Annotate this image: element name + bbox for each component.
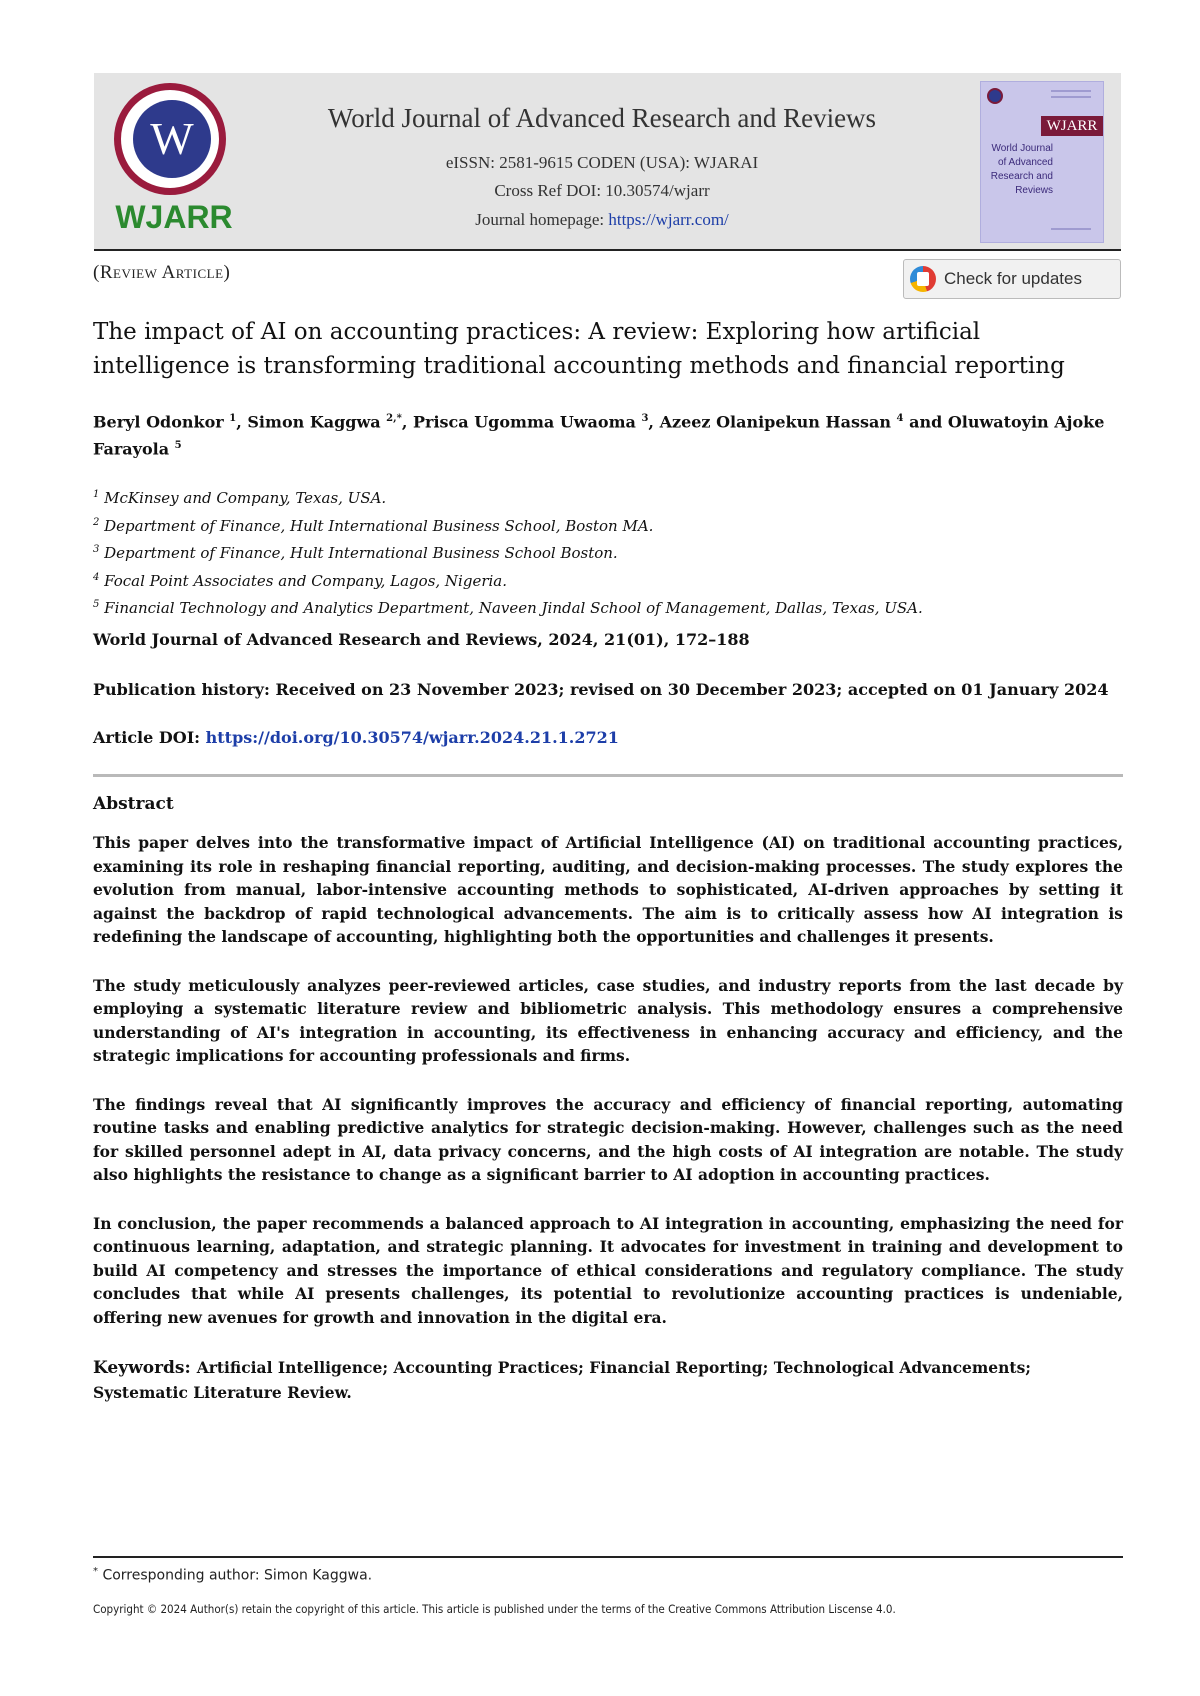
affiliation-text: Focal Point Associates and Company, Lagos, Nigeria. xyxy=(104,571,508,590)
doi-link[interactable]: https://doi.org/10.30574/wjarr.2024.21.1.2721 xyxy=(205,728,619,747)
keywords-label: Keywords: xyxy=(93,1358,197,1378)
affiliation-item xyxy=(93,511,1123,539)
journal-cover-thumbnail xyxy=(980,81,1104,243)
journal-crossref: Cross Ref DOI: 10.30574/wjarr xyxy=(494,181,710,200)
journal-logo xyxy=(112,83,236,239)
logo-text: WJARR xyxy=(115,199,233,235)
article-doi xyxy=(93,728,1123,747)
crossmark-icon xyxy=(910,266,936,292)
homepage-link[interactable]: https://wjarr.com/ xyxy=(608,210,729,229)
author-affiliation-mark: 3 xyxy=(641,413,649,424)
article-type: (Review Article) xyxy=(93,262,231,283)
affiliation-mark: 4 xyxy=(93,571,100,583)
author-affiliation-mark: 2,* xyxy=(386,413,402,424)
author-affiliation-mark: 4 xyxy=(896,413,904,424)
affiliation-item xyxy=(93,538,1123,566)
abstract-paragraph: This paper delves into the transformative impact of Artificial Intelligence (AI) on traditional accounting practices, examining its role in reshaping financial reporting, auditing, and decision-making processes. The study explores the evolution from manual, labor-intensive accounting methods to sophisticated, AI-driven approaches by setting it against the backdrop of rapid technological advancements. The aim is to critically assess how AI integration is redefining the landscape of accounting, highlighting both the opportunities and challenges it presents. xyxy=(93,833,1123,946)
affiliation-text: Department of Finance, Hult International Business School, Boston MA. xyxy=(104,516,654,535)
author-name: , Prisca Ugomma Uwaoma xyxy=(401,412,642,432)
author-name: , Simon Kaggwa xyxy=(236,412,387,432)
author-name: and Oluwatoyin Ajoke Farayola xyxy=(93,412,1105,459)
journal-homepage xyxy=(302,210,902,230)
author-affiliation-mark: 1 xyxy=(229,413,237,424)
abstract-paragraph: In conclusion, the paper recommends a balanced approach to AI integration in accounting, emphasizing the need for continuous learning, adaptation, and strategic planning. It advocates for investment in training and development to build AI competency and stresses the importance of ethical considerations and regulatory compliance. The study concludes that while AI presents challenges, its potential to revolutionize accounting practices is undeniable, offering new avenues for growth and innovation in the digital era. xyxy=(93,1213,1123,1327)
check-for-updates-button[interactable] xyxy=(903,259,1121,299)
author-name: Beryl Odonkor xyxy=(93,412,230,432)
affiliation-item xyxy=(93,593,1123,621)
cover-decoration xyxy=(1051,90,1091,92)
doi-label: Article DOI: xyxy=(93,728,206,747)
affiliation-text: Financial Technology and Analytics Department, Naveen Jindal School of Management, Dallas, Texas, USA. xyxy=(104,599,923,617)
cover-decoration xyxy=(1051,228,1091,230)
author-affiliation-mark: 5 xyxy=(174,440,182,452)
publication-history: Publication history: Received on 23 November 2023; revised on 30 December 2023; accepted on 01 January 2024 xyxy=(93,680,1109,699)
cover-seal-icon xyxy=(987,88,1003,104)
abstract-heading: Abstract xyxy=(93,794,174,814)
logo-letter: W xyxy=(133,100,211,178)
copyright-notice: Copyright © 2024 Author(s) retain the copyright of this article. This article is published under the terms of the Creative Commons Attribution Liscense 4.0. xyxy=(93,1602,896,1616)
cover-badge: WJARR xyxy=(1041,116,1103,136)
affiliation-mark: 1 xyxy=(93,489,100,500)
cover-decoration xyxy=(1051,96,1091,98)
affiliation-item xyxy=(93,483,1123,511)
corresponding-author-mark: * xyxy=(93,1566,98,1577)
homepage-label: Journal homepage: xyxy=(475,210,609,229)
affiliation-text: McKinsey and Company, Texas, USA. xyxy=(104,489,387,507)
affiliation-mark: 5 xyxy=(93,599,100,610)
author-name: , Azeez Olanipekun Hassan xyxy=(648,412,897,432)
author-list xyxy=(93,407,1123,462)
citation: World Journal of Advanced Research and Reviews, 2024, 21(01), 172–188 xyxy=(93,630,750,649)
corresponding-author-text: Corresponding author: Simon Kaggwa. xyxy=(102,1567,373,1584)
keywords-text: Artificial Intelligence; Accounting Practices; Financial Reporting; Technological Advancements; Systematic Literature Review. xyxy=(93,1358,1032,1402)
abstract-body xyxy=(93,831,1123,1354)
paper-title: The impact of AI on accounting practices: A review: Exploring how artificial intelligence is transforming traditional accounting methods and financial reporting xyxy=(93,319,1065,379)
affiliation-mark: 3 xyxy=(93,544,100,555)
section-divider xyxy=(93,774,1123,777)
affiliation-text: Department of Finance, Hult International Business School Boston. xyxy=(104,544,618,562)
corresponding-author-note xyxy=(93,1566,372,1584)
keywords xyxy=(93,1356,1123,1404)
cover-subtitle: World Journal of Advanced Research and Reviews xyxy=(990,143,1053,196)
abstract-paragraph: The study meticulously analyzes peer-reviewed articles, case studies, and industry reports from the last decade by employing a systematic literature review and bibliometric analysis. This methodology ensures a comprehensive understanding of AI's integration in accounting, its effectiveness in enhancing accuracy and efficiency, and the strategic implications for accounting professionals and firms. xyxy=(93,975,1123,1065)
journal-title: World Journal of Advanced Research and Reviews xyxy=(327,103,877,133)
journal-header xyxy=(94,73,1121,251)
abstract-paragraph: The findings reveal that AI significantly improves the accuracy and efficiency of financial reporting, automating routine tasks and enabling predictive analytics for strategic decision-making. However, challenges such as the need for skilled personnel adept in AI, data privacy concerns, and the high costs of AI integration are notable. The study also highlights the resistance to change as a significant barrier to AI adoption in accounting practices. xyxy=(93,1094,1123,1184)
footnote-divider xyxy=(93,1556,1123,1558)
journal-issn: eISSN: 2581-9615 CODEN (USA): WJARAI xyxy=(445,153,759,172)
affiliation-list xyxy=(93,483,1123,621)
affiliation-mark: 2 xyxy=(93,516,100,528)
affiliation-item xyxy=(93,566,1123,594)
check-updates-label: Check for updates xyxy=(944,269,1082,288)
logo-ring xyxy=(114,83,226,195)
